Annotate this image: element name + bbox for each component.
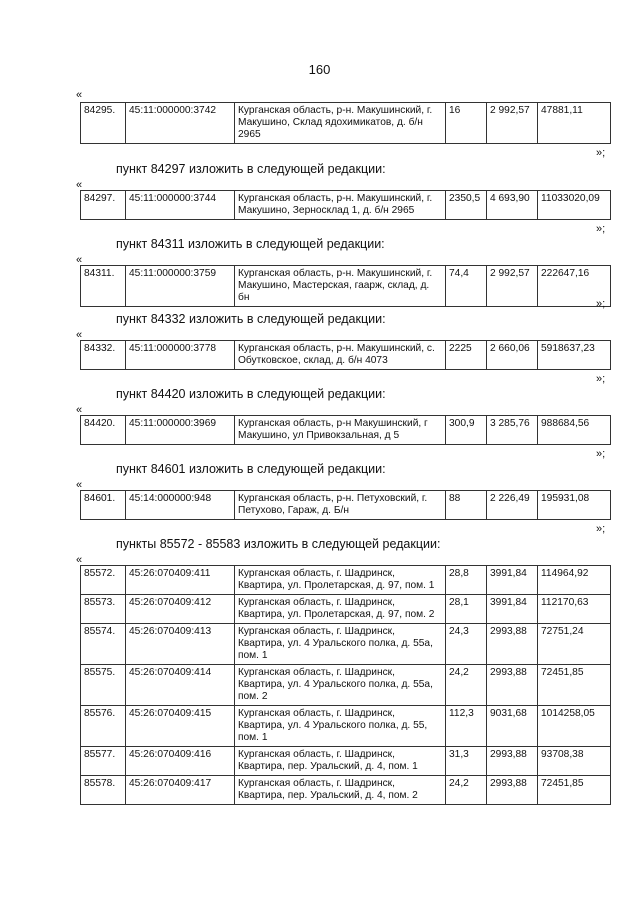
cell-rate: 2 992,57 xyxy=(487,103,538,144)
table-row xyxy=(81,191,611,220)
table-row xyxy=(81,103,611,144)
table-row xyxy=(81,665,611,706)
cell-address: Курганская область, г. Шадринск, Квартира, ул. 4 Уральского полка, д. 55а, пом. 2 xyxy=(235,665,446,706)
quote-open: « xyxy=(76,329,83,341)
cell-rate: 2 992,57 xyxy=(487,266,538,307)
cell-number: 85572. xyxy=(81,566,126,595)
cell-area: 28,8 xyxy=(446,566,487,595)
cell-address: Курганская область, г. Шадринск, Квартира, ул. 4 Уральского полка, д. 55, пом. 1 xyxy=(235,706,446,747)
cell-value: 222647,16 xyxy=(538,266,611,307)
cell-area: 24,3 xyxy=(446,624,487,665)
cell-cadastral: 45:11:000000:3742 xyxy=(126,103,235,144)
cell-address: Курганская область, р-н Макушинский, г Макушино, ул Привокзальная, д 5 xyxy=(235,416,446,445)
table-row xyxy=(81,491,611,520)
cell-cadastral: 45:11:000000:3744 xyxy=(126,191,235,220)
cell-cadastral: 45:26:070409:412 xyxy=(126,595,235,624)
cell-number: 85578. xyxy=(81,776,126,805)
table-row xyxy=(81,747,611,776)
cell-cadastral: 45:26:070409:416 xyxy=(126,747,235,776)
cell-area: 28,1 xyxy=(446,595,487,624)
cell-cadastral: 45:11:000000:3969 xyxy=(126,416,235,445)
table-row xyxy=(81,566,611,595)
cell-area: 300,9 xyxy=(446,416,487,445)
property-table xyxy=(80,565,611,805)
cell-cadastral: 45:26:070409:417 xyxy=(126,776,235,805)
cell-value: 72751,24 xyxy=(538,624,611,665)
cell-value: 112170,63 xyxy=(538,595,611,624)
cell-rate: 4 693,90 xyxy=(487,191,538,220)
cell-number: 84311. xyxy=(81,266,126,307)
cell-number: 84420. xyxy=(81,416,126,445)
instruction-text: пункт 84420 изложить в следующей редакции: xyxy=(116,387,386,401)
quote-open: « xyxy=(76,554,83,566)
cell-number: 84295. xyxy=(81,103,126,144)
property-table xyxy=(80,415,611,445)
property-table xyxy=(80,190,611,220)
quote-open: « xyxy=(76,479,83,491)
cell-value: 72451,85 xyxy=(538,776,611,805)
cell-cadastral: 45:26:070409:413 xyxy=(126,624,235,665)
table-row xyxy=(81,595,611,624)
cell-area: 74,4 xyxy=(446,266,487,307)
cell-area: 2225 xyxy=(446,341,487,370)
cell-value: 988684,56 xyxy=(538,416,611,445)
instruction-text: пункт 84601 изложить в следующей редакции: xyxy=(116,462,386,476)
cell-address: Курганская область, р-н. Макушинский, с. Обутковское, склад, д. б/н 4073 xyxy=(235,341,446,370)
cell-area: 88 xyxy=(446,491,487,520)
quote-open: « xyxy=(76,179,83,191)
cell-rate: 3991,84 xyxy=(487,566,538,595)
cell-value: 72451,85 xyxy=(538,665,611,706)
quote-close: »; xyxy=(596,298,606,310)
cell-address: Курганская область, р-н. Макушинский, г. Макушино, Мастерская, гаарж, склад, д. бн xyxy=(235,266,446,307)
cell-cadastral: 45:26:070409:415 xyxy=(126,706,235,747)
quote-close: »; xyxy=(596,147,606,159)
instruction-text: пункт 84332 изложить в следующей редакции: xyxy=(116,312,386,326)
property-table xyxy=(80,102,611,144)
cell-area: 112,3 xyxy=(446,706,487,747)
cell-rate: 2 226,49 xyxy=(487,491,538,520)
cell-value: 1014258,05 xyxy=(538,706,611,747)
table-row xyxy=(81,416,611,445)
quote-close: »; xyxy=(596,448,606,460)
cell-value: 5918637,23 xyxy=(538,341,611,370)
table-row xyxy=(81,341,611,370)
cell-number: 85573. xyxy=(81,595,126,624)
cell-address: Курганская область, р-н. Макушинский, г. Макушино, Склад ядохимикатов, д. б/н 2965 xyxy=(235,103,446,144)
property-table xyxy=(80,490,611,520)
cell-number: 85574. xyxy=(81,624,126,665)
cell-rate: 2993,88 xyxy=(487,776,538,805)
cell-area: 24,2 xyxy=(446,665,487,706)
page-number: 160 xyxy=(308,62,331,77)
quote-open: « xyxy=(76,404,83,416)
cell-address: Курганская область, г. Шадринск, Квартира, ул. Пролетарская, д. 97, пом. 1 xyxy=(235,566,446,595)
cell-address: Курганская область, р-н. Макушинский, г. Макушино, Зерносклад 1, д. б/н 2965 xyxy=(235,191,446,220)
cell-rate: 3 285,76 xyxy=(487,416,538,445)
cell-rate: 2 660,06 xyxy=(487,341,538,370)
quote-close: »; xyxy=(596,373,606,385)
cell-value: 47881,11 xyxy=(538,103,611,144)
cell-number: 84601. xyxy=(81,491,126,520)
instruction-text: пункт 84311 изложить в следующей редакции: xyxy=(116,237,385,251)
cell-value: 195931,08 xyxy=(538,491,611,520)
cell-number: 85576. xyxy=(81,706,126,747)
quote-open: « xyxy=(76,254,83,266)
cell-number: 84332. xyxy=(81,341,126,370)
table-row xyxy=(81,624,611,665)
cell-area: 31,3 xyxy=(446,747,487,776)
cell-address: Курганская область, г. Шадринск, Квартира, пер. Уральский, д. 4, пом. 2 xyxy=(235,776,446,805)
instruction-text: пункты 85572 - 85583 изложить в следующей редакции: xyxy=(116,537,441,551)
table-row xyxy=(81,266,611,307)
cell-cadastral: 45:11:000000:3778 xyxy=(126,341,235,370)
cell-address: Курганская область, г. Шадринск, Квартира, ул. Пролетарская, д. 97, пом. 2 xyxy=(235,595,446,624)
quote-close: »; xyxy=(596,223,606,235)
cell-cadastral: 45:14:000000:948 xyxy=(126,491,235,520)
table-row xyxy=(81,706,611,747)
cell-value: 11033020,09 xyxy=(538,191,611,220)
table-row xyxy=(81,776,611,805)
cell-address: Курганская область, р-н. Петуховский, г. Петухово, Гараж, д. Б/н xyxy=(235,491,446,520)
cell-rate: 2993,88 xyxy=(487,624,538,665)
instruction-text: пункт 84297 изложить в следующей редакции: xyxy=(116,162,386,176)
cell-number: 84297. xyxy=(81,191,126,220)
quote-close: »; xyxy=(596,523,606,535)
cell-address: Курганская область, г. Шадринск, Квартира, ул. 4 Уральского полка, д. 55а, пом. 1 xyxy=(235,624,446,665)
cell-value: 93708,38 xyxy=(538,747,611,776)
cell-address: Курганская область, г. Шадринск, Квартира, пер. Уральский, д. 4, пом. 1 xyxy=(235,747,446,776)
cell-cadastral: 45:26:070409:411 xyxy=(126,566,235,595)
cell-number: 85577. xyxy=(81,747,126,776)
property-table xyxy=(80,340,611,370)
cell-cadastral: 45:26:070409:414 xyxy=(126,665,235,706)
cell-value: 114964,92 xyxy=(538,566,611,595)
cell-number: 85575. xyxy=(81,665,126,706)
cell-area: 2350,5 xyxy=(446,191,487,220)
cell-area: 24,2 xyxy=(446,776,487,805)
cell-rate: 3991,84 xyxy=(487,595,538,624)
cell-rate: 2993,88 xyxy=(487,665,538,706)
cell-rate: 9031,68 xyxy=(487,706,538,747)
cell-cadastral: 45:11:000000:3759 xyxy=(126,266,235,307)
cell-area: 16 xyxy=(446,103,487,144)
property-table xyxy=(80,265,611,310)
quote-open: « xyxy=(76,89,83,101)
cell-rate: 2993,88 xyxy=(487,747,538,776)
